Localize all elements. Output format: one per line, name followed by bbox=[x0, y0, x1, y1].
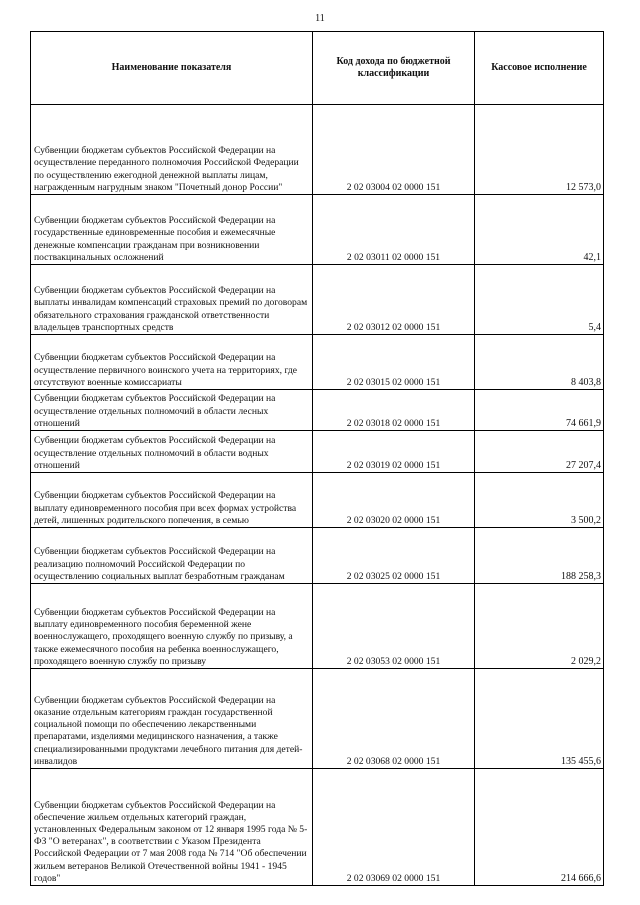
row-cash-execution: 3 500,2 bbox=[475, 473, 604, 528]
row-cash-execution: 2 029,2 bbox=[475, 584, 604, 669]
row-income-code: 2 02 03004 02 0000 151 bbox=[313, 105, 475, 195]
row-cash-execution: 135 455,6 bbox=[475, 669, 604, 769]
budget-income-table bbox=[30, 31, 604, 886]
row-cash-execution: 8 403,8 bbox=[475, 335, 604, 390]
row-income-code: 2 02 03018 02 0000 151 bbox=[313, 390, 475, 431]
row-cash-execution: 188 258,3 bbox=[475, 528, 604, 584]
row-cash-execution: 74 661,9 bbox=[475, 390, 604, 431]
row-indicator-name: Субвенции бюджетам субъектов Российской Федерации на осуществление отдельных полномочий в области лесных отношений bbox=[31, 390, 313, 431]
row-income-code: 2 02 03069 02 0000 151 bbox=[313, 769, 475, 886]
table-row bbox=[31, 473, 604, 528]
page-number: 11 bbox=[315, 13, 325, 24]
row-indicator-name: Субвенции бюджетам субъектов Российской Федерации на реализацию полномочий Российской Федерации по осуществлению социальных выплат безработным гражданам bbox=[31, 528, 313, 584]
row-indicator-name: Субвенции бюджетам субъектов Российской Федерации на выплаты инвалидам компенсаций страховых премий по договорам обязательного страхования гражданской ответственности владельцев транспортных средств bbox=[31, 265, 313, 335]
row-indicator-name: Субвенции бюджетам субъектов Российской Федерации на выплату единовременного пособия при всех формах устройства детей, лишенных родительского попечения, в семью bbox=[31, 473, 313, 528]
table-header-row bbox=[31, 32, 604, 105]
table-row bbox=[31, 528, 604, 584]
row-cash-execution: 214 666,6 bbox=[475, 769, 604, 886]
header-cash-execution: Кассовое исполнение bbox=[475, 32, 604, 105]
row-income-code: 2 02 03011 02 0000 151 bbox=[313, 195, 475, 265]
row-indicator-name: Субвенции бюджетам субъектов Российской Федерации на государственные единовременные пособия и ежемесячные денежные компенсации гражданам при возникновении поствакцинальных осложнений bbox=[31, 195, 313, 265]
row-indicator-name: Субвенции бюджетам субъектов Российской Федерации на выплату единовременного пособия беременной жене военнослужащего, проходящего военную службу по призыву, а также ежемесячного пособия на ребенка военнослужащего, проходящего военную службу по призыву bbox=[31, 584, 313, 669]
row-income-code: 2 02 03068 02 0000 151 bbox=[313, 669, 475, 769]
table-row bbox=[31, 265, 604, 335]
row-indicator-name: Субвенции бюджетам субъектов Российской Федерации на осуществление первичного воинского учета на территориях, где отсутствуют военные комиссариаты bbox=[31, 335, 313, 390]
table-row bbox=[31, 195, 604, 265]
table-row bbox=[31, 769, 604, 886]
row-income-code: 2 02 03053 02 0000 151 bbox=[313, 584, 475, 669]
row-indicator-name: Субвенции бюджетам субъектов Российской Федерации на оказание отдельным категориям граждан государственной социальной помощи по обеспечению лекарственными препаратами, изделиями медицинского назначения, а также специализированными продуктами лечебного питания для детей-инвалидов bbox=[31, 669, 313, 769]
row-cash-execution: 42,1 bbox=[475, 195, 604, 265]
row-income-code: 2 02 03012 02 0000 151 bbox=[313, 265, 475, 335]
table-row bbox=[31, 105, 604, 195]
table-row bbox=[31, 390, 604, 431]
row-indicator-name: Субвенции бюджетам субъектов Российской Федерации на осуществление переданного полномочия Российской Федерации по осуществлению ежегодной денежной выплаты лицам, награжденным нагрудным знаком "Почетный донор России" bbox=[31, 105, 313, 195]
table-row bbox=[31, 584, 604, 669]
table-row bbox=[31, 669, 604, 769]
row-income-code: 2 02 03020 02 0000 151 bbox=[313, 473, 475, 528]
row-cash-execution: 27 207,4 bbox=[475, 431, 604, 473]
header-indicator-name: Наименование показателя bbox=[31, 32, 313, 105]
row-cash-execution: 12 573,0 bbox=[475, 105, 604, 195]
header-income-code: Код дохода по бюджетной классификации bbox=[313, 32, 475, 105]
row-indicator-name: Субвенции бюджетам субъектов Российской Федерации на осуществление отдельных полномочий в области водных отношений bbox=[31, 431, 313, 473]
table-row bbox=[31, 431, 604, 473]
row-income-code: 2 02 03025 02 0000 151 bbox=[313, 528, 475, 584]
row-indicator-name: Субвенции бюджетам субъектов Российской Федерации на обеспечение жильем отдельных категорий граждан, установленных Федеральным законом от 12 января 1995 года № 5-ФЗ "О ветеранах", в соответствии с Указом Президента Российской Федерации от 7 мая 2008 года № 714 "Об обеспечении жильем ветеранов Великой Отечественной войны 1941 - 1945 годов" bbox=[31, 769, 313, 886]
row-income-code: 2 02 03019 02 0000 151 bbox=[313, 431, 475, 473]
table-row bbox=[31, 335, 604, 390]
row-income-code: 2 02 03015 02 0000 151 bbox=[313, 335, 475, 390]
row-cash-execution: 5,4 bbox=[475, 265, 604, 335]
